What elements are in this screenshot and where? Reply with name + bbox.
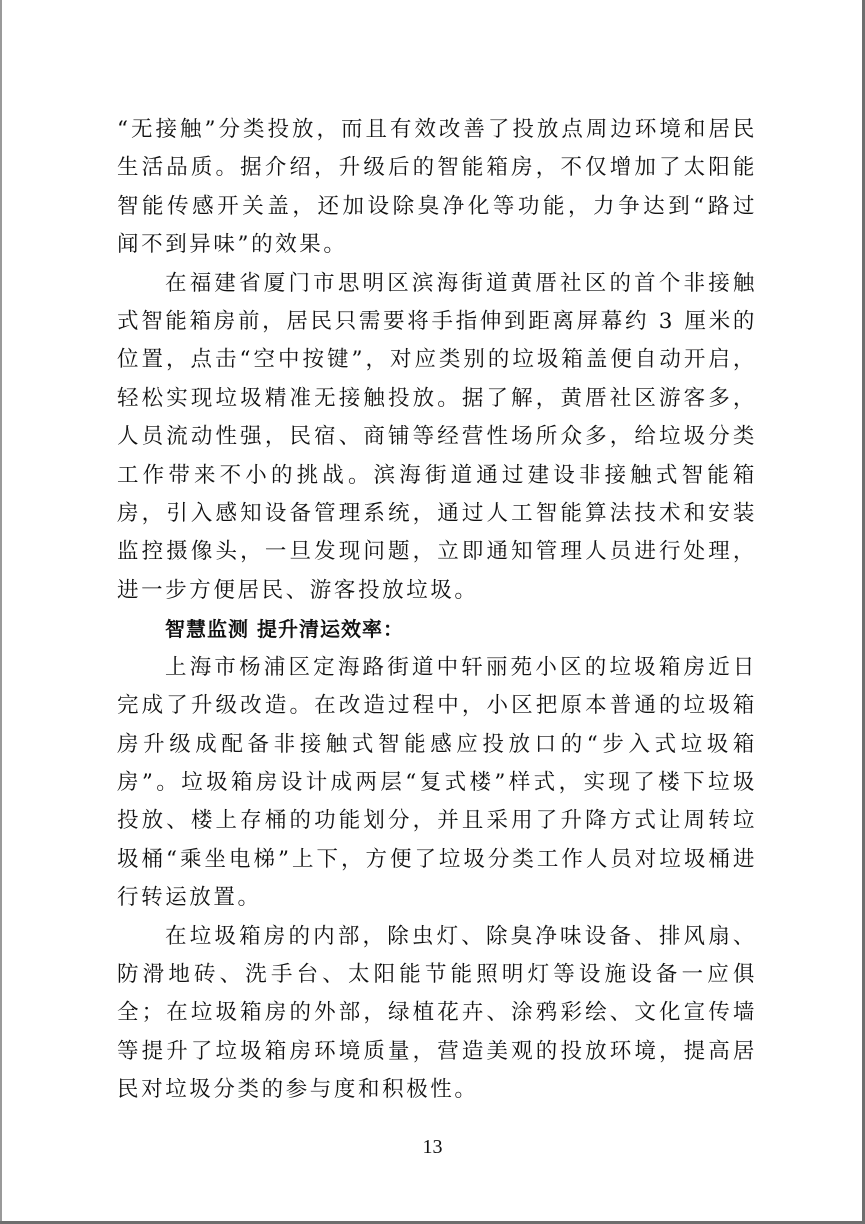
paragraph-xiamen: 在福建省厦门市思明区滨海街道黄厝社区的首个非接触式智能箱房前，居民只需要将手指伸到距离屏幕约 3 厘米的位置，点击“空中按键”，对应类别的垃圾箱盖便自动开启，轻松实现垃圾精准无接触投放。据了解，黄厝社区游客多，人员流动性强，民宿、商铺等经营性场所众多，给垃圾分类工作带来不小的挑战。滨海街道通过建设非接触式智能箱房，引入感知设备管理系统，通过人工智能算法技术和安装监控摄像头，一旦发现问题，立即通知管理人员进行处理，进一步方便居民、游客投放垃圾。 [117, 270, 757, 603]
page-left-border [0, 0, 2, 1224]
paragraph-continuation: “无接触”分类投放，而且有效改善了投放点周边环境和居民生活品质。据介绍，升级后的智能箱房，不仅增加了太阳能智能传感开关盖，还加设除臭净化等功能，力争达到“路过闻不到异味”的效果。 [117, 117, 757, 258]
paragraph-shanghai: 上海市杨浦区定海路街道中轩丽苑小区的垃圾箱房近日完成了升级改造。在改造过程中，小区把原本普通的垃圾箱房升级成配备非接触式智能感应投放口的“步入式垃圾箱房”。垃圾箱房设计成两层“复式楼”样式，实现了楼下垃圾投放、楼上存桶的功能划分，并且采用了升降方式让周转垃圾桶“乘坐电梯”上下，方便了垃圾分类工作人员对垃圾桶进行转运放置。 [117, 654, 757, 911]
paragraph-facilities: 在垃圾箱房的内部，除虫灯、除臭净味设备、排风扇、防滑地砖、洗手台、太阳能节能照明灯等设施设备一应俱全；在垃圾箱房的外部，绿植花卉、涂鸦彩绘、文化宣传墙等提升了垃圾箱房环境质量，营造美观的投放环境，提高居民对垃圾分类的参与度和积极性。 [117, 923, 757, 1103]
page-number: 13 [422, 1136, 443, 1158]
section-heading: 智慧监测 提升清运效率： [165, 617, 404, 642]
document-body [117, 111, 757, 1110]
